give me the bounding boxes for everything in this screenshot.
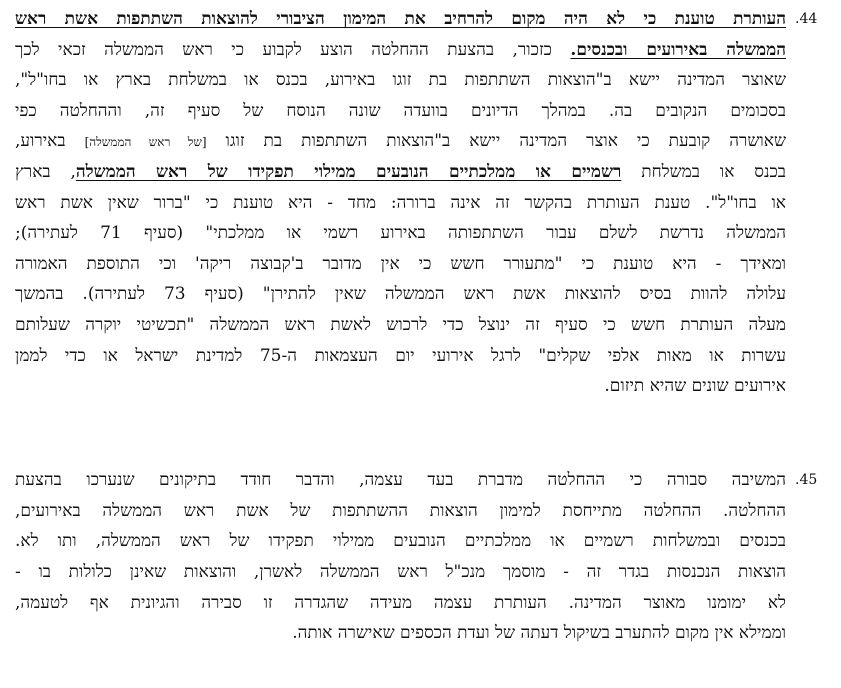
body-text: עשרות או מאות אלפי שקלים" לרגל אירועי יום העצמאות ה-75 למדינת ישראל או כדי לממן <box>15 345 786 366</box>
body-text: מעלה העותרת חשש כי סעיף זה ינוצל כדי לרכוש לאשת ראש הממשלה "תכשיטי יוקרה שעלותם <box>15 314 786 335</box>
body-text: באירוע, <box>15 131 85 152</box>
paragraph-body <box>15 6 786 404</box>
body-text: לא ימומנו מאוצר המדינה. העותרת עצמה מעידה שהגדרה זו סבירה והגיונית אף לטעמה, <box>15 592 786 613</box>
text-line <box>15 190 786 221</box>
body-text: שאוצר המדינה יישא ב"הוצאות השתתפות בת זוגו באירוע, בכנס או במשלחת בארץ או בחו"ל", <box>15 70 786 91</box>
emphasized-text: רשמיים או ממלכתיים הנובעים ממילוי תפקידו של ראש הממשלה <box>75 161 622 182</box>
text-line <box>15 37 786 68</box>
text-line <box>15 620 786 651</box>
text-line <box>15 590 786 621</box>
text-line <box>15 312 786 343</box>
text-line <box>15 220 786 251</box>
bracketed-note: [של ראש הממשלה] <box>84 135 207 150</box>
paragraph-number: .45 <box>795 472 818 488</box>
emphasized-text: הממשלה באירועים ובכנסים. <box>570 39 786 60</box>
body-text: הוצאות הנכנסות בגדר זה - מוסמך מנכ"ל ראש הממשלה לאשרן, והוצאות שאינן כלולות בו - <box>15 562 786 583</box>
body-text: בכנס או במשלחת <box>621 161 786 182</box>
paragraph-body <box>15 467 786 651</box>
text-line <box>15 98 786 129</box>
text-line <box>15 498 786 529</box>
body-text: שאושרה קובעת כי אוצר המדינה יישא ב"הוצאות השתתפות בת זוגו <box>206 131 786 152</box>
body-text: ההחלטה. ההחלטה מתייחסת למימון הוצאות ההשתתפות של אשת ראש הממשלה באירועים, <box>15 500 786 521</box>
paragraph-number: .44 <box>795 11 818 27</box>
text-line <box>15 343 786 374</box>
body-text: כזכור, בהצעת ההחלטה הוצע לקבוע כי ראש הממשלה זכאי לכך <box>15 39 571 60</box>
text-line <box>15 67 786 98</box>
text-line <box>15 251 786 282</box>
emphasized-text: העותרת טוענת כי לא היה מקום להרחיב את המימון הציבורי להוצאות השתתפות אשת ראש <box>15 9 786 29</box>
body-text: וממילא אין מקום להתערב בשיקול דעתה של ועדת הכספים שאישרה אותה. <box>292 623 786 644</box>
text-line <box>15 159 786 190</box>
body-text: המשיבה סבורה כי ההחלטה מדברת בעד עצמה, והדבר חודד בתיקונים שנערכו בהצעת <box>15 470 786 490</box>
text-line <box>15 281 786 312</box>
text-line <box>15 528 786 559</box>
body-text: או בחו"ל". טענת העותרת בהקשר זה אינה ברורה: מחד - היא טוענת כי "ברור שאין אשת ראש <box>15 192 786 213</box>
body-text: עלולה להוות בסיס להוצאות אשת ראש הממשלה שאין להתירן" (סעיף 73 לעתירה). בהמשך <box>15 284 786 305</box>
text-line <box>15 467 786 498</box>
text-line <box>15 128 786 159</box>
body-text: , בארץ <box>15 161 76 182</box>
text-line <box>15 559 786 590</box>
text-line <box>15 373 786 404</box>
body-text: אירועים שונים שהיא תיזום. <box>604 376 786 397</box>
body-text: ומאידך - היא טוענת כי "מתעורר חשש כי אין מדובר ב'קבוצה ריקה' וכי התוספת האמורה <box>15 253 786 274</box>
body-text: הממשלה נדרשת לשלם עבור השתתפותה באירוע רשמי או ממלכתי" (סעיף 71 לעתירה); <box>15 223 786 244</box>
body-text: בכנסים ובמשלחות רשמיים או ממלכתיים הנובעים ממילוי תפקידו של ראש הממשלה, ותו לא. <box>15 531 786 552</box>
text-line <box>15 6 786 37</box>
body-text: בסכומים הנקובים בה. במהלך הדיונים בוועדה שונה הנוסח של סעיף זה, וההחלטה כפי <box>15 100 786 121</box>
